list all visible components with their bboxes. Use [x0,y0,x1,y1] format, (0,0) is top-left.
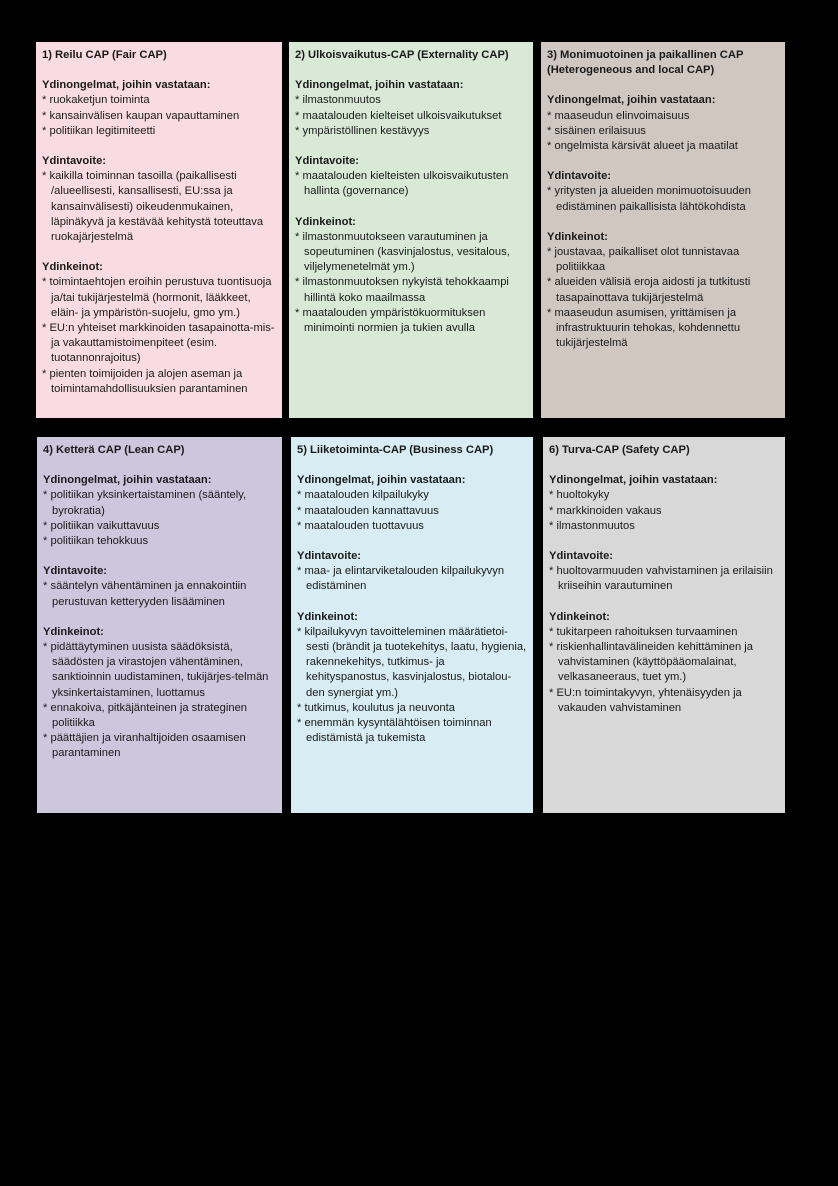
tool-item: * EU:n yhteiset markkinoiden tasapainotta-mis- ja vakauttamistoimenpiteet (esim. tuotannonrajoitus) [42,321,278,367]
tools-section [295,215,529,337]
tool-item: * kilpailukyvyn tavoitteleminen määrätietoi-sesti (brändit ja tuotekehitys, laatu, hygienia, rakennekehitys, tutkimus- ja kehityspanostus, kasvinjalostus, biotalou-den synergiat ym.) [297,625,529,701]
tool-item: * riskienhallintavälineiden kehittäminen ja vahvistaminen (käyttöpääomalainat, velkasaneeraus, tuet ym.) [549,640,781,686]
problems-section [295,78,529,139]
goal-heading: Ydintavoite: [43,565,108,578]
problem-item: * ilmastonmuutos [295,93,529,108]
panel-externality-cap [289,42,533,418]
goal-section [295,154,529,200]
problem-item: * maatalouden kielteiset ulkoisvaikutukset [295,109,529,124]
problems-section [549,473,781,534]
problems-heading: Ydinongelmat, joihin vastataan: [42,79,211,92]
goal-heading: Ydintavoite: [295,155,360,168]
tools-section [42,260,278,397]
panel-title: 6) Turva-CAP (Safety CAP) [549,444,690,456]
tool-item: * toimintaehtojen eroihin perustuva tuontisuoja ja/tai tukijärjestelmä (hormonit, lääkkeet, eläin- ja ympäristön-suojelu, gmo ym.) [42,275,278,321]
problems-section [43,473,278,549]
tools-section [549,610,781,716]
panel-business-cap [291,437,533,813]
panel-title: 3) Monimuotoinen ja paikallinen CAP (Heterogeneous and local CAP) [547,49,744,77]
goal-section [43,564,278,610]
tool-item: * päättäjien ja viranhaltijoiden osaamisen parantaminen [43,731,278,761]
goal-section [547,169,781,215]
problem-item: * politiikan yksinkertaistaminen (sääntely, byrokratia) [43,488,278,518]
tool-item: * enemmän kysyntälähtöisen toiminnan edistämistä ja tukemista [297,716,529,746]
problems-section [297,473,529,534]
goal-item: * huoltovarmuuden vahvistaminen ja erilaisiin kriiseihin varautuminen [549,564,781,594]
tools-section [297,610,529,747]
panel-title: 1) Reilu CAP (Fair CAP) [42,49,167,61]
goal-heading: Ydintavoite: [42,155,107,168]
problem-item: * politiikan legitimiteetti [42,124,278,139]
goal-item: * sääntelyn vähentäminen ja ennakointiin perustuvan ketteryyden lisääminen [43,579,278,609]
problem-item: * maatalouden tuottavuus [297,519,529,534]
problem-item: * ruokaketjun toiminta [42,93,278,108]
tools-heading: Ydinkeinot: [295,215,356,228]
problems-heading: Ydinongelmat, joihin vastataan: [295,79,464,92]
tools-heading: Ydinkeinot: [549,610,610,623]
problem-item: * ympäristöllinen kestävyys [295,124,529,139]
panel-safety-cap [543,437,785,813]
tools-heading: Ydinkeinot: [547,230,608,243]
panel-fair-cap [36,42,282,418]
problem-item: * maatalouden kannattavuus [297,504,529,519]
tool-item: * EU:n toimintakyvyn, yhtenäisyyden ja vakauden vahvistaminen [549,686,781,716]
tool-item: * pienten toimijoiden ja alojen aseman ja toimintamahdollisuuksien parantaminen [42,367,278,397]
problem-item: * kansainvälisen kaupan vapauttaminen [42,109,278,124]
goal-heading: Ydintavoite: [549,550,614,563]
tools-heading: Ydinkeinot: [42,261,103,274]
tool-item: * maatalouden ympäristökuormituksen minimointi normien ja tukien avulla [295,306,529,336]
goal-item: * maatalouden kielteisten ulkoisvaikutusten hallinta (governance) [295,169,529,199]
goal-section [297,549,529,595]
problem-item: * politiikan vaikuttavuus [43,519,278,534]
tool-item: * ennakoiva, pitkäjänteinen ja strateginen politiikka [43,701,278,731]
panel-heterogeneous-cap [541,42,785,418]
problems-heading: Ydinongelmat, joihin vastataan: [549,474,718,487]
tool-item: * maaseudun asumisen, yrittämisen ja infrastruktuurin tehokas, kohdennettu tukijärjestelmä [547,306,781,352]
problem-item: * ongelmista kärsivät alueet ja maatilat [547,139,781,154]
tool-item: * ilmastonmuutokseen varautuminen ja sopeutuminen (kasvinjalostus, vesitalous, viljelymenetelmät ym.) [295,230,529,276]
goal-item: * yritysten ja alueiden monimuotoisuuden edistäminen paikallisista lähtökohdista [547,184,781,214]
tools-heading: Ydinkeinot: [297,610,358,623]
problem-item: * politiikan tehokkuus [43,534,278,549]
problems-heading: Ydinongelmat, joihin vastataan: [43,474,212,487]
goal-item: * maa- ja elintarviketalouden kilpailukyvyn edistäminen [297,564,529,594]
goal-item: * kaikilla toiminnan tasoilla (paikallisesti /alueellisesti, kansallisesti, EU:ssa ja kansainvälisesti) oikeudenmukainen, läpinäkyvä ja kestävää kehitystä toteuttava ruokajärjestelmä [42,169,278,245]
tool-item: * tutkimus, koulutus ja neuvonta [297,701,529,716]
goal-section [549,549,781,595]
problems-section [42,78,278,139]
tool-item: * ilmastonmuutoksen nykyistä tehokkaampi hillintä koko maailmassa [295,275,529,305]
problem-item: * maaseudun elinvoimaisuus [547,109,781,124]
goal-section [42,154,278,245]
problem-item: * markkinoiden vakaus [549,504,781,519]
problems-heading: Ydinongelmat, joihin vastataan: [547,94,716,107]
problem-item: * sisäinen erilaisuus [547,124,781,139]
problems-section [547,93,781,154]
tools-section [43,625,278,762]
problem-item: * huoltokyky [549,488,781,503]
panel-title: 2) Ulkoisvaikutus-CAP (Externality CAP) [295,49,509,61]
panel-title: 5) Liiketoiminta-CAP (Business CAP) [297,444,494,456]
tools-heading: Ydinkeinot: [43,625,104,638]
problem-item: * ilmastonmuutos [549,519,781,534]
panel-title: 4) Ketterä CAP (Lean CAP) [43,444,185,456]
tools-section [547,230,781,352]
tool-item: * alueiden välisiä eroja aidosti ja tutkitusti tasapainottava tukijärjestelmä [547,275,781,305]
goal-heading: Ydintavoite: [547,170,612,183]
goal-heading: Ydintavoite: [297,550,362,563]
problem-item: * maatalouden kilpailukyky [297,488,529,503]
tool-item: * pidättäytyminen uusista säädöksistä, säädösten ja virastojen vähentäminen, sanktioinnin uudistaminen, tukijärjes-telmän yksinkertaistaminen, luottamus [43,640,278,701]
problems-heading: Ydinongelmat, joihin vastataan: [297,474,466,487]
tool-item: * joustavaa, paikalliset olot tunnistavaa politiikkaa [547,245,781,275]
panel-lean-cap [37,437,282,813]
tool-item: * tukitarpeen rahoituksen turvaaminen [549,625,781,640]
